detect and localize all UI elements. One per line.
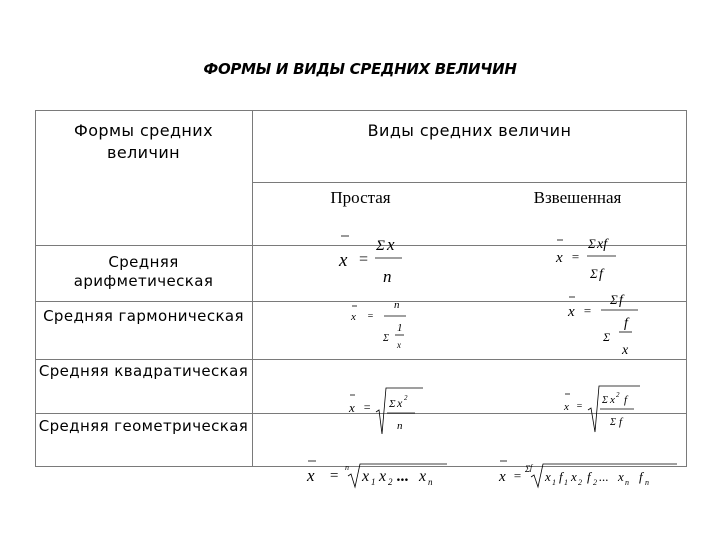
svg-text:Σ: Σ	[602, 395, 608, 406]
svg-text:Σ: Σ	[610, 292, 618, 307]
svg-text:Σ: Σ	[389, 398, 396, 410]
svg-text:=: =	[576, 401, 583, 412]
svg-text:n: n	[625, 478, 629, 487]
svg-text:...: ...	[397, 468, 409, 485]
svg-text:1: 1	[564, 478, 568, 487]
header-types: Виды средних величин	[367, 121, 572, 140]
svg-text:x: x	[499, 469, 506, 485]
svg-text:n: n	[394, 299, 400, 311]
svg-text:x: x	[339, 250, 348, 271]
formula-geometric-simple	[305, 450, 455, 490]
svg-text:Σ: Σ	[610, 417, 616, 428]
svg-text:f: f	[619, 293, 623, 308]
formula-geometric-weighted	[497, 450, 682, 490]
formula-quadratic-simple	[345, 382, 425, 440]
formula-quadratic-weighted	[562, 380, 642, 438]
formula-harmonic-weighted	[566, 290, 646, 360]
svg-text:x: x	[379, 468, 387, 485]
svg-text:n: n	[397, 420, 403, 432]
table-border-top	[35, 110, 687, 111]
svg-text:1: 1	[371, 477, 376, 487]
svg-text:2: 2	[404, 394, 408, 402]
svg-text:x: x	[545, 469, 551, 484]
svg-text:x: x	[397, 340, 401, 350]
page-title: ФОРМЫ И ВИДЫ СРЕДНИХ ВЕЛИЧИН	[203, 60, 517, 78]
formula-arithmetic-weighted	[550, 232, 630, 287]
svg-text:Σ: Σ	[603, 330, 611, 344]
svg-text:Σ: Σ	[383, 333, 389, 344]
formula-harmonic-simple	[348, 296, 408, 358]
svg-text:x: x	[571, 469, 577, 484]
svg-text:=: =	[583, 303, 592, 318]
svg-text:=: =	[358, 251, 369, 268]
svg-text:2: 2	[388, 477, 393, 487]
formula-arithmetic-simple	[330, 228, 410, 290]
svg-text:=: =	[363, 400, 372, 414]
svg-text:x: x	[556, 250, 563, 266]
svg-text:x: x	[568, 304, 575, 320]
table-border-left	[35, 110, 36, 467]
svg-text:x: x	[387, 235, 395, 254]
svg-text:Σ: Σ	[588, 236, 596, 251]
svg-text:x: x	[351, 311, 356, 323]
row-label-quadratic: Средняя квадратическая	[38, 362, 249, 380]
row-label-arithmetic: Средняя арифметическая	[73, 253, 214, 290]
svg-text:x: x	[349, 400, 355, 415]
table-subheader-divider	[252, 182, 687, 183]
svg-text:Σ: Σ	[590, 266, 598, 281]
svg-text:=: =	[513, 468, 522, 483]
svg-text:n: n	[428, 477, 433, 487]
svg-text:n: n	[645, 478, 649, 487]
svg-text:f: f	[530, 463, 533, 472]
subheader-weighted: Взвешенная	[533, 188, 622, 207]
svg-text:Σ: Σ	[376, 238, 385, 254]
svg-text:x: x	[419, 468, 427, 485]
svg-text:=: =	[571, 249, 580, 264]
svg-text:2: 2	[616, 391, 620, 399]
svg-text:Σ: Σ	[525, 464, 531, 474]
row-label-geometric: Средняя геометрическая	[38, 417, 249, 435]
svg-text:=: =	[329, 468, 340, 484]
svg-text:f: f	[619, 416, 623, 428]
svg-text:f: f	[624, 316, 628, 331]
svg-text:f: f	[624, 394, 628, 406]
svg-text:n: n	[383, 267, 392, 286]
table-border-right	[686, 110, 687, 467]
svg-text:=: =	[367, 311, 374, 322]
subheader-simple: Простая	[330, 188, 391, 207]
svg-text:x: x	[564, 401, 569, 413]
svg-text:x: x	[362, 468, 370, 485]
svg-text:2: 2	[593, 478, 597, 487]
row-label-harmonic: Средняя гармоническая	[43, 307, 244, 325]
header-forms: Формы средних величин	[74, 121, 213, 162]
svg-text:f: f	[559, 469, 563, 484]
svg-text:f: f	[587, 469, 591, 484]
table-column-divider	[252, 110, 253, 467]
svg-text:f: f	[599, 267, 603, 282]
svg-text:x: x	[307, 466, 315, 485]
svg-text:xf: xf	[597, 237, 608, 252]
svg-text:n: n	[345, 463, 349, 472]
svg-text:1: 1	[552, 478, 556, 487]
svg-text:...: ...	[599, 469, 609, 484]
svg-text:1: 1	[397, 322, 403, 334]
svg-text:f: f	[639, 469, 643, 484]
svg-text:x: x	[618, 469, 624, 484]
svg-text:x: x	[397, 396, 403, 410]
svg-text:2: 2	[578, 478, 582, 487]
svg-text:x: x	[610, 394, 615, 406]
svg-text:x: x	[622, 343, 629, 358]
